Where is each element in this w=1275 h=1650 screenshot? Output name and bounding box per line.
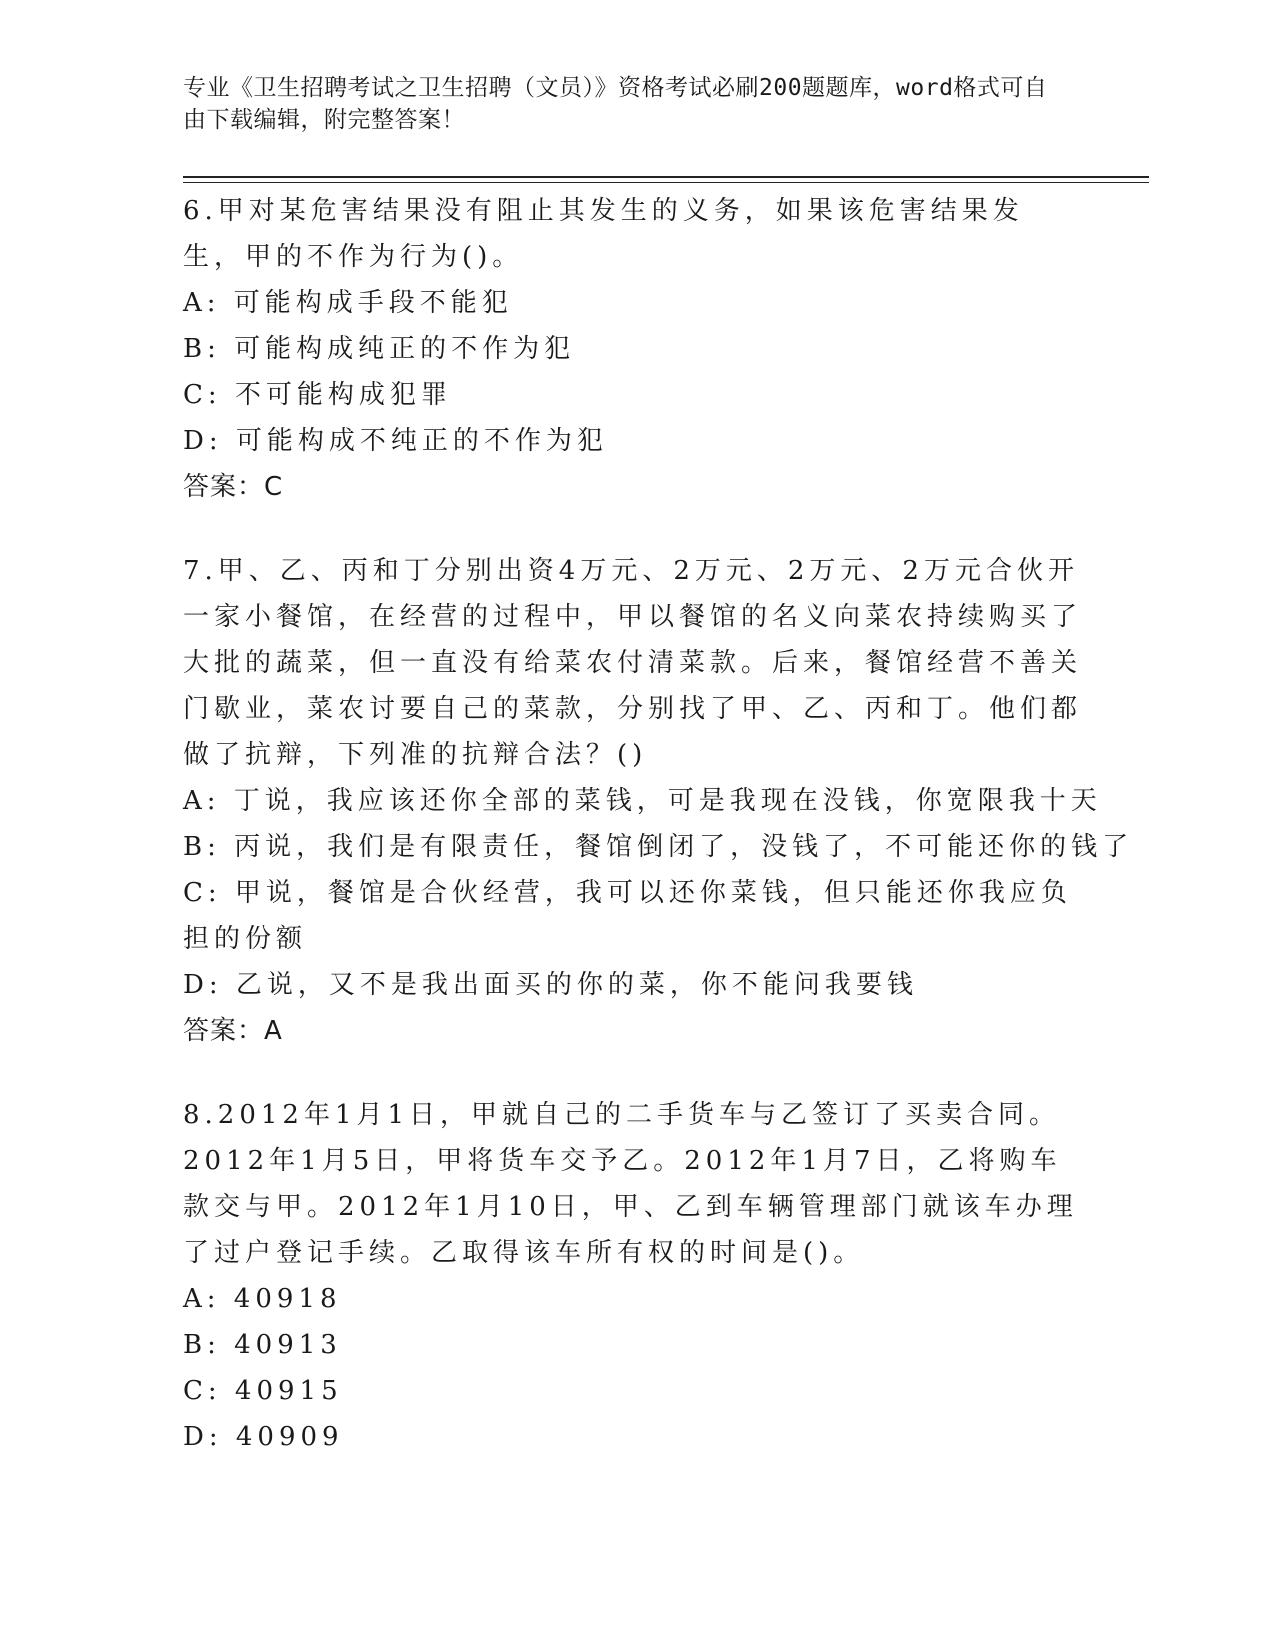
question-stem: 7.甲、乙、丙和丁分别出资4万元、2万元、2万元、2万元合伙开一家小餐馆，在经营的过程中，甲以餐馆的名义向菜农持续购买了大批的蔬菜，但一直没有给菜农付清菜款。后来，餐馆经营不善关门歇业，菜农讨要自己的菜款，分别找了甲、乙、丙和丁。他们都做了抗辩，下列准的抗辩合法？() [183, 556, 1083, 770]
option-a: A: 丁说，我应该还你全部的菜钱，可是我现在没钱，你宽限我十天 [183, 786, 1102, 816]
option-c: C: 40915 [183, 1376, 343, 1406]
option-b: B: 丙说，我们是有限责任，餐馆倒闭了，没钱了，不可能还你的钱了 [183, 832, 1134, 862]
option-b: B: 40913 [183, 1330, 342, 1360]
answer-label: 答案：A [183, 1016, 283, 1046]
option-a: A: 可能构成手段不能犯 [183, 288, 513, 318]
option-d: D: 可能构成不纯正的不作为犯 [183, 426, 608, 456]
option-d: D: 40909 [183, 1422, 344, 1452]
option-a: A: 40918 [183, 1284, 342, 1314]
header-divider-thick [183, 176, 1149, 178]
document-header: 专业《卫生招聘考试之卫生招聘（文员）》资格考试必刷200题题库，word格式可自由下载编辑，附完整答案！ [183, 75, 1048, 133]
question-list [183, 188, 1134, 1498]
question-stem: 8.2012年1月1日，甲就自己的二手货车与乙签订了买卖合同。2012年1月5日，甲将货车交予乙。2012年1月7日，乙将购车款交与甲。2012年1月10日，甲、乙到车辆管理部门就该车办理了过户登记手续。乙取得该车所有权的时间是()。 [183, 1100, 1078, 1268]
question-6 [183, 188, 1083, 510]
question-8 [183, 1092, 1083, 1460]
question-stem: 6.甲对某危害结果没有阻止其发生的义务，如果该危害结果发生，甲的不作为行为()。 [183, 196, 1024, 272]
option-d: D: 乙说，又不是我出面买的你的菜，你不能问我要钱 [183, 970, 918, 1000]
question-7 [183, 548, 1134, 1054]
option-b: B: 可能构成纯正的不作为犯 [183, 334, 576, 364]
answer-label: 答案：C [183, 472, 284, 502]
option-c: C: 不可能构成犯罪 [183, 380, 452, 410]
option-c: C: 甲说，餐馆是合伙经营，我可以还你菜钱，但只能还你我应负担的份额 [183, 878, 1072, 954]
header-divider-thin [183, 182, 1149, 183]
